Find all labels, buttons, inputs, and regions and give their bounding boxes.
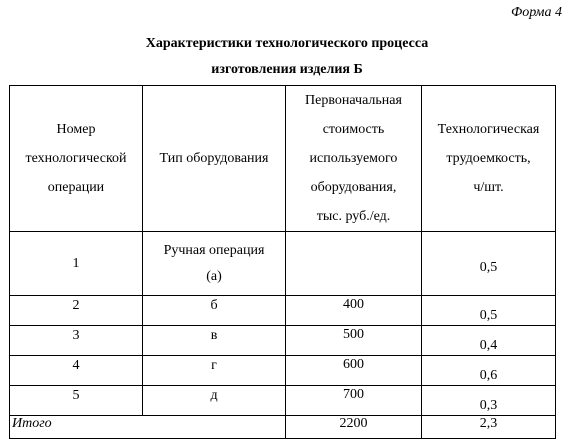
- cell-op-number: 5: [10, 386, 143, 416]
- cell-labor-intensity: 0,4: [422, 326, 556, 356]
- cell-initial-cost: 700: [286, 386, 422, 416]
- cell-initial-cost: 400: [286, 296, 422, 326]
- cell-equipment-type: б: [143, 296, 286, 326]
- total-labor-intensity: 2,3: [422, 416, 556, 439]
- cell-op-number: 1: [10, 232, 143, 296]
- total-label: Итого: [10, 416, 286, 439]
- document-title-line2: изготовления изделия Б: [211, 62, 363, 77]
- cell-op-number: 4: [10, 356, 143, 386]
- cell-initial-cost: 500: [286, 326, 422, 356]
- cell-equipment-type: г: [143, 356, 286, 386]
- table-total-row: [10, 416, 556, 439]
- table-row: [10, 296, 556, 326]
- cell-equipment-type: в: [143, 326, 286, 356]
- header-labor-intensity: Технологическая трудоемкость, ч/шт.: [422, 86, 556, 232]
- cell-labor-intensity: 0,6: [422, 356, 556, 386]
- cell-labor-intensity: 0,5: [422, 232, 556, 296]
- cell-labor-intensity: 0,3: [422, 386, 556, 416]
- total-initial-cost: 2200: [286, 416, 422, 439]
- cell-labor-intensity: 0,5: [422, 296, 556, 326]
- header-initial-cost: Первоначальная стоимость используемого оборудования, тыс. руб./ед.: [286, 86, 422, 232]
- cell-op-number: 2: [10, 296, 143, 326]
- cell-op-number: 3: [10, 326, 143, 356]
- table-row: [10, 232, 556, 296]
- process-characteristics-table: [9, 85, 556, 439]
- cell-equipment-type: Ручная операция (а): [143, 232, 286, 296]
- cell-initial-cost: [286, 232, 422, 296]
- cell-initial-cost: 600: [286, 356, 422, 386]
- table-header-row: [10, 86, 556, 232]
- cell-equipment-type: д: [143, 386, 286, 416]
- document-title-line1: Характеристики технологического процесса: [145, 36, 429, 51]
- table-row: [10, 326, 556, 356]
- header-op-number: Номер технологической операции: [10, 86, 143, 232]
- form-label: Форма 4: [511, 5, 562, 20]
- header-equipment-type: Тип оборудования: [143, 86, 286, 232]
- table-row: [10, 356, 556, 386]
- table-row: [10, 386, 556, 416]
